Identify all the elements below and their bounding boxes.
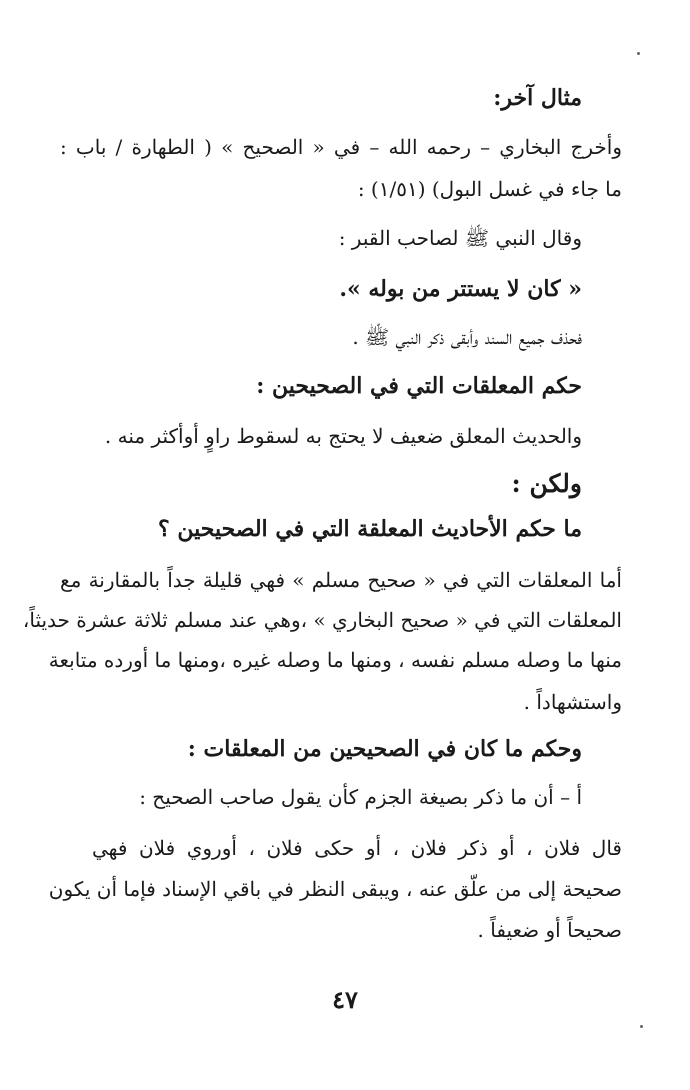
paragraph-line: فحذف جميع السند وأبقى ذكر النبي ﷺ . — [352, 325, 582, 349]
page-number: ٤٧ — [332, 985, 358, 1014]
paragraph-line: منها ما وصله مسلم نفسه ، ومنها ما وصله غيره ،ومنها ما أورده متابعة — [48, 648, 622, 672]
heading-question: ما حكم الأحاديث المعلقة التي في الصحيحين ؟ — [158, 516, 582, 542]
paragraph-line: المعلقات التي في « صحيح البخاري » ،وهي عند مسلم ثلاثة عشرة حديثاً، — [22, 608, 622, 632]
paragraph-line: وقال النبي ﷺ لصاحب القبر : — [338, 226, 582, 250]
paragraph-line: واستشهاداً . — [523, 690, 622, 714]
list-item-a: أ – أن ما ذكر بصيغة الجزم كأن يقول صاحب الصحيح : — [139, 785, 582, 809]
paragraph-line: وأخرج البخاري – رحمه الله – في « الصحيح » ( الطهارة / باب : — [60, 135, 622, 159]
heading-another-example: مثال آخر: — [493, 85, 582, 111]
scan-speck — [637, 52, 640, 55]
paragraph-line: أما المعلقات التي في « صحيح مسلم » فهي قليلة جداً بالمقارنة مع — [60, 568, 622, 592]
paragraph-line: ما جاء في غسل البول) (١/٥١) : — [357, 177, 622, 201]
heading-but: ولكن : — [511, 469, 582, 498]
paragraph-line: صحيحاً أو ضعيفاً . — [477, 918, 622, 942]
paragraph-line: قال فلان ، أو ذكر فلان ، أو حكى فلان ، أوروي فلان فهي — [92, 836, 622, 860]
scan-speck — [640, 1025, 643, 1028]
quoted-hadith: « كان لا يستتر من بوله ». — [339, 276, 582, 302]
paragraph-line: والحديث المعلق ضعيف لا يحتج به لسقوط راوٍ أوأكثر منه . — [104, 424, 582, 448]
paragraph-line: صحيحة إلى من علّق عنه ، ويبقى النظر في باقي الإسناد فإما أن يكون — [48, 877, 622, 901]
heading-ruling-suspended: حكم المعلقات التي في الصحيحين : — [256, 373, 582, 399]
heading-ruling-sahihayn: وحكم ما كان في الصحيحين من المعلقات : — [187, 736, 582, 762]
